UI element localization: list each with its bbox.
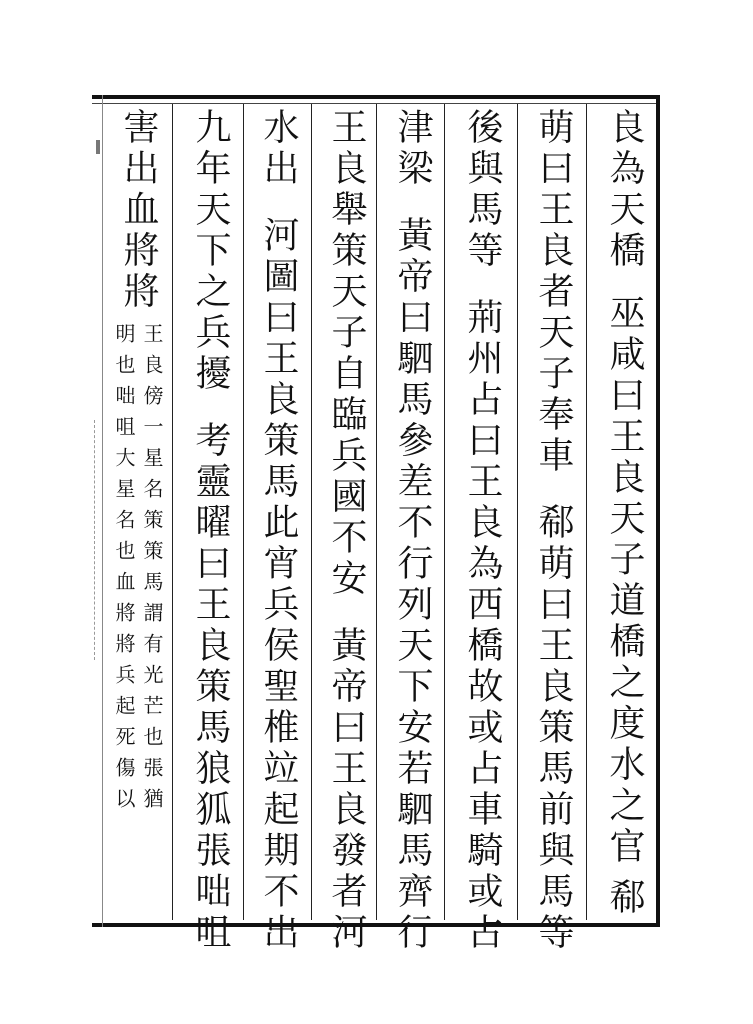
right-border-rule	[656, 95, 660, 927]
column-text-segment: 黃帝曰駟馬參差不行列天下安若駟馬齊行	[392, 216, 433, 954]
text-column-8	[108, 108, 168, 918]
corner-ornament	[96, 140, 100, 154]
text-column-2	[523, 108, 583, 954]
column-text-segment: 後與馬等	[462, 108, 503, 272]
column-divider	[376, 104, 377, 920]
column-text-segment: 荊州占曰王良為西橋故或占車騎或占	[462, 298, 503, 954]
column-text-segment: 萌曰王良者天子奉車	[533, 108, 574, 477]
column-text-segment: 九年天下之兵擾	[190, 108, 231, 395]
column-text-segment: 巫咸曰王良天子道橋之度水之官	[604, 294, 645, 868]
binding-marks	[94, 420, 105, 660]
text-column-1	[594, 108, 654, 918]
column-text-segment: 河圖曰王良策馬此宵兵侯聖椎竝起期不出	[258, 216, 299, 954]
column-text-segment: 良為天橋	[604, 108, 645, 272]
column-divider	[172, 104, 173, 920]
column-text-segment: 王良舉策天子自臨兵國不安	[326, 108, 367, 600]
column-text-segment: 害出血將將	[118, 108, 159, 313]
column-divider	[444, 104, 445, 920]
column-text-segment: 水出	[258, 108, 299, 190]
column-text-segment: 郗萌曰王良策馬前與馬等	[533, 503, 574, 954]
column-divider	[311, 104, 312, 920]
annotation-line-right: 王良傍一星名策策馬謂有光芒也張猶	[140, 323, 164, 819]
top-border-rule	[92, 95, 660, 99]
text-column-3	[452, 108, 512, 954]
column-text-segment: 黃帝曰王良發者河	[326, 626, 367, 954]
column-divider	[517, 104, 518, 920]
text-column-7	[180, 108, 240, 954]
annotation-line-left: 明也咄咀大星名也血將將兵起死傷以	[112, 323, 136, 819]
text-column-6	[248, 108, 308, 954]
column-divider	[243, 104, 244, 920]
column-text-segment: 津梁	[392, 108, 433, 190]
text-column-5	[316, 108, 376, 954]
column-text-segment: 考靈曜曰王良策馬狼狐張咄咀	[190, 421, 231, 954]
column-text-segment: 郗	[604, 878, 645, 919]
text-column-4	[382, 108, 442, 954]
interlinear-annotation	[111, 323, 165, 819]
column-divider	[586, 104, 587, 920]
